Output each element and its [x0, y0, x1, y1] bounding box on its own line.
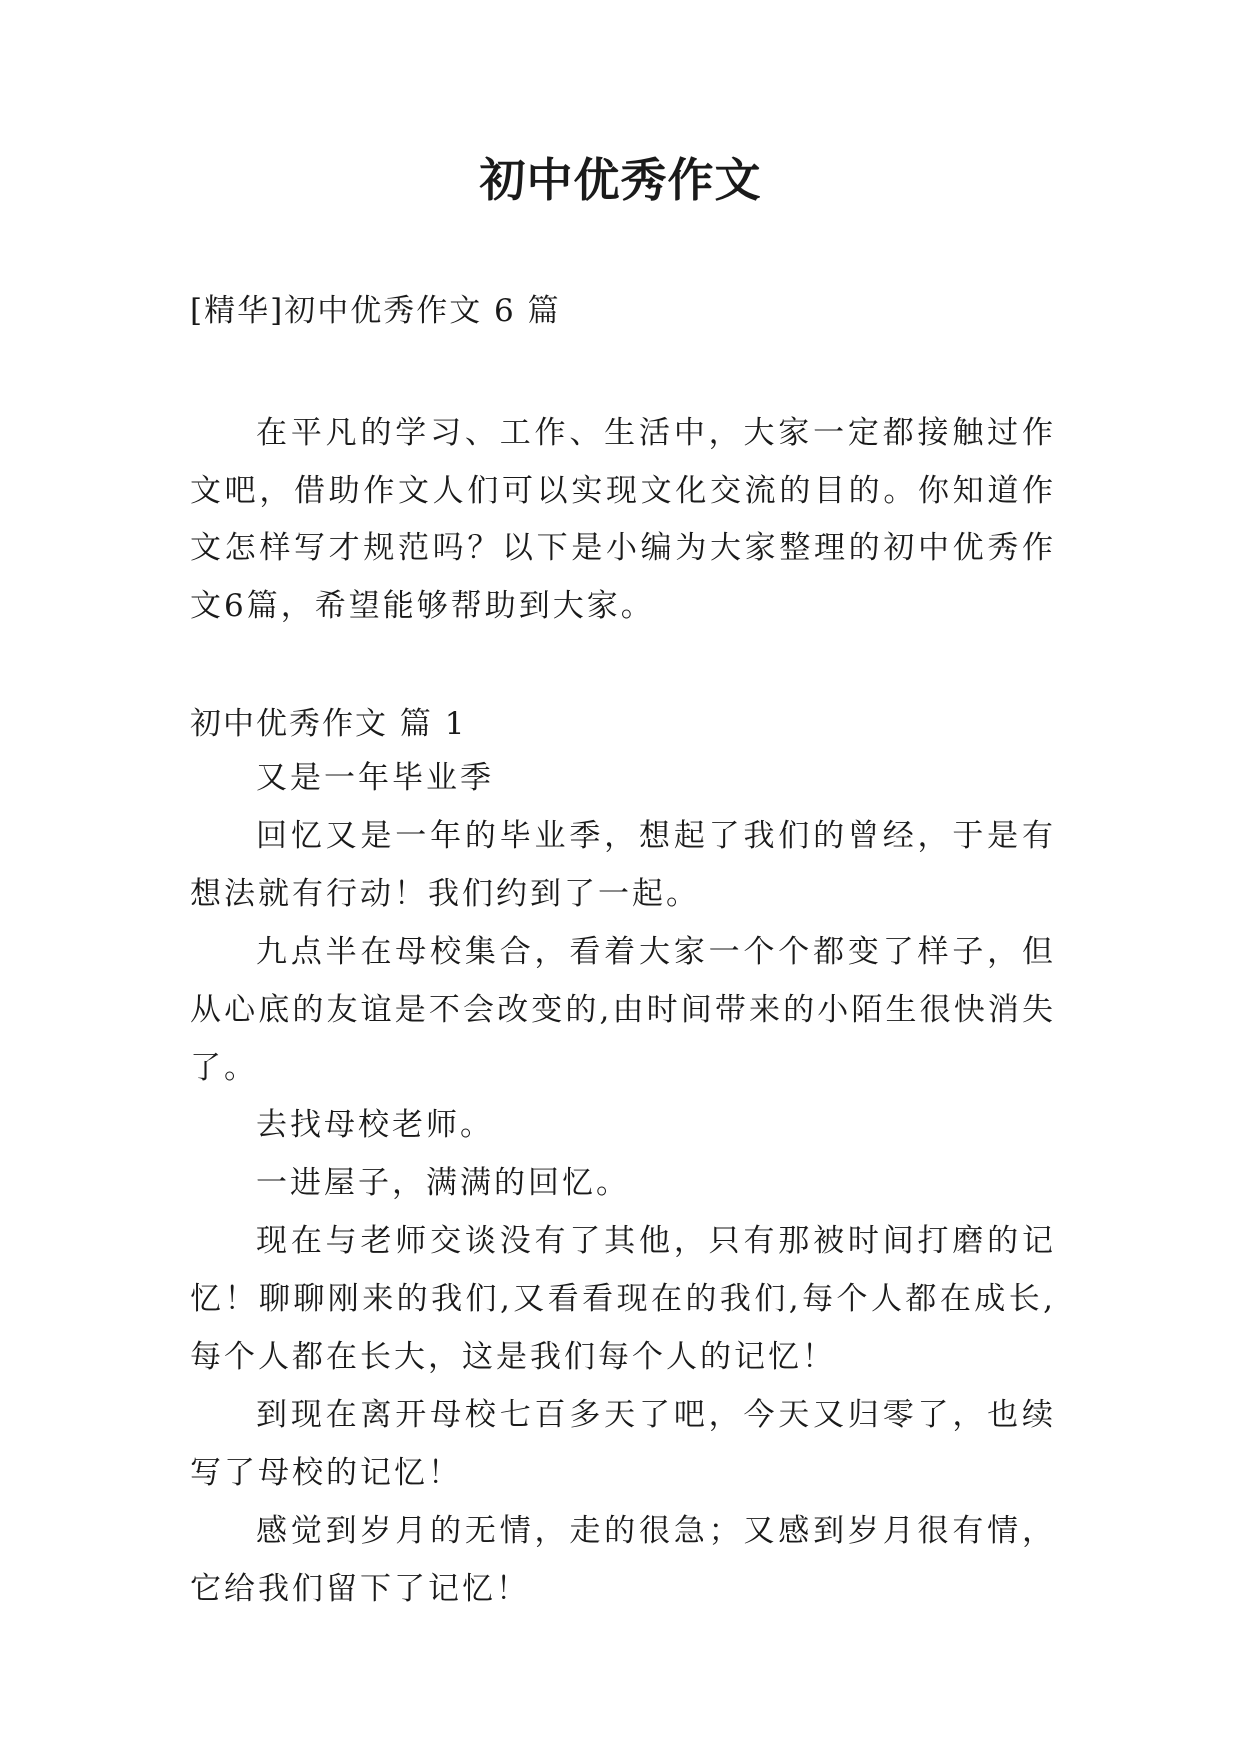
intro-paragraph: 在平凡的学习、工作、生活中，大家一定都接触过作文吧，借助作文人们可以实现文化交流的目的。你知道作文怎样写才规范吗？以下是小编为大家整理的初中优秀作文6篇，希望能够帮助到大家。 [190, 415, 1056, 624]
essay-body [190, 750, 1056, 1619]
essay-paragraph: 九点半在母校集合，看着大家一个个都变了样子，但从心底的友谊是不会改变的,由时间带来的小陌生很快消失了。 [190, 933, 1056, 1086]
essay-paragraph: 到现在离开母校七百多天了吧，今天又归零了，也续写了母校的记忆！ [190, 1396, 1056, 1491]
essay-paragraph: 感觉到岁月的无情，走的很急；又感到岁月很有情，它给我们留下了记忆！ [190, 1512, 1056, 1607]
essay-paragraph: 回忆又是一年的毕业季，想起了我们的曾经，于是有想法就有行动！我们约到了一起。 [190, 817, 1056, 912]
essay-paragraph: 又是一年毕业季 [256, 760, 494, 796]
document-subtitle: [精华]初中优秀作文 6 篇 [190, 293, 561, 329]
essay-paragraph: 现在与老师交谈没有了其他，只有那被时间打磨的记忆！聊聊刚来的我们,又看看现在的我们,每个人都在成长,每个人都在长大，这是我们每个人的记忆！ [190, 1223, 1056, 1376]
essay-paragraph: 一进屋子，满满的回忆。 [256, 1165, 630, 1202]
section-heading: 初中优秀作文 篇 1 [190, 706, 467, 742]
essay-paragraph: 去找母校老师。 [256, 1107, 494, 1144]
document-title: 初中优秀作文 [479, 153, 762, 207]
